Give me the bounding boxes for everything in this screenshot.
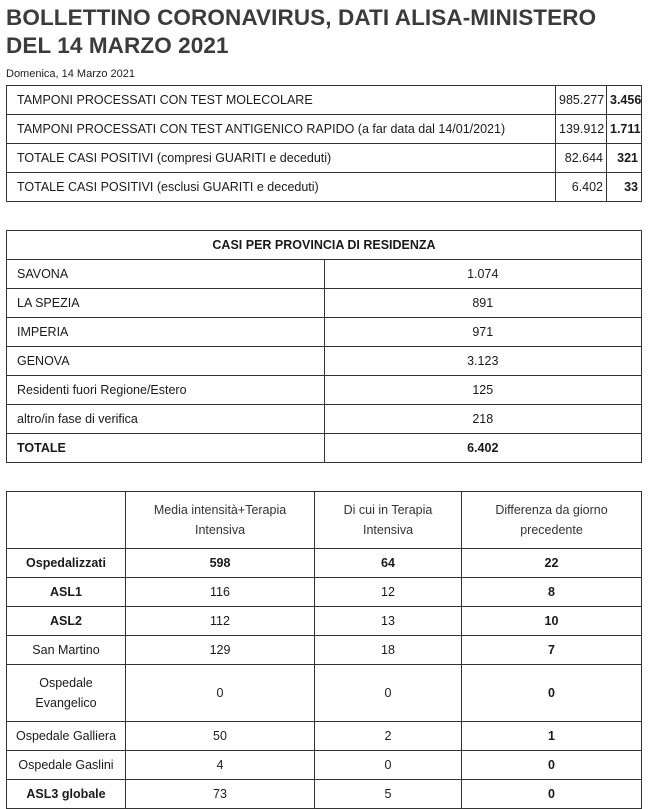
hospital-value-intensity: 73 [126, 780, 315, 809]
province-row [7, 289, 642, 318]
province-value: 218 [324, 405, 642, 434]
hospital-name: Ospedale Evangelico [7, 665, 126, 722]
province-total-label: TOTALE [7, 434, 325, 463]
summary-row [7, 86, 642, 115]
hospital-value-intensity: 116 [126, 578, 315, 607]
province-total-row [7, 434, 642, 463]
province-value: 3.123 [324, 347, 642, 376]
hospital-value-icu: 0 [315, 665, 462, 722]
hospital-value-intensity: 4 [126, 751, 315, 780]
province-row [7, 260, 642, 289]
hospital-value-diff: 8 [462, 578, 642, 607]
summary-table [6, 85, 642, 202]
hospital-name: Ospedale Gaslini [7, 751, 126, 780]
province-name: IMPERIA [7, 318, 325, 347]
summary-total: 139.912 [556, 115, 607, 144]
hospital-value-intensity: 129 [126, 636, 315, 665]
province-value: 971 [324, 318, 642, 347]
summary-delta: 1.711 [607, 115, 642, 144]
hospital-value-intensity: 112 [126, 607, 315, 636]
hospital-name: San Martino [7, 636, 126, 665]
hospital-header-intensity: Media intensità+Terapia Intensiva [126, 492, 315, 549]
hospital-table [6, 491, 642, 809]
summary-total: 985.277 [556, 86, 607, 115]
hospital-value-diff: 1 [462, 722, 642, 751]
province-name: Residenti fuori Regione/Estero [7, 376, 325, 405]
summary-total: 6.402 [556, 173, 607, 202]
hospital-row [7, 751, 642, 780]
hospital-value-diff: 0 [462, 780, 642, 809]
province-name: LA SPEZIA [7, 289, 325, 318]
hospital-value-icu: 2 [315, 722, 462, 751]
hospital-header-row [7, 492, 642, 549]
hospital-value-icu: 13 [315, 607, 462, 636]
hospital-row [7, 780, 642, 809]
province-value: 125 [324, 376, 642, 405]
hospital-value-diff: 10 [462, 607, 642, 636]
hospital-row [7, 636, 642, 665]
hospital-value-diff: 0 [462, 665, 642, 722]
bulletin-date: Domenica, 14 Marzo 2021 [6, 68, 136, 80]
summary-total: 82.644 [556, 144, 607, 173]
province-row [7, 405, 642, 434]
hospital-header-icu: Di cui in Terapia Intensiva [315, 492, 462, 549]
summary-delta: 33 [607, 173, 642, 202]
province-value: 891 [324, 289, 642, 318]
province-row [7, 376, 642, 405]
hospital-value-intensity: 50 [126, 722, 315, 751]
province-row [7, 318, 642, 347]
summary-row [7, 173, 642, 202]
province-table [6, 230, 642, 463]
hospital-name: ASL3 globale [7, 780, 126, 809]
hospital-value-diff: 0 [462, 751, 642, 780]
hospital-header-diff: Differenza da giorno precedente [462, 492, 642, 549]
hospital-value-icu: 64 [315, 549, 462, 578]
summary-delta: 3.456 [607, 86, 642, 115]
summary-label: TAMPONI PROCESSATI CON TEST ANTIGENICO RAPIDO (a far data dal 14/01/2021) [7, 115, 556, 144]
hospital-name: ASL1 [7, 578, 126, 607]
province-table-heading: CASI PER PROVINCIA DI RESIDENZA [7, 231, 642, 260]
hospital-value-diff: 22 [462, 549, 642, 578]
summary-label: TOTALE CASI POSITIVI (esclusi GUARITI e deceduti) [7, 173, 556, 202]
hospital-value-intensity: 0 [126, 665, 315, 722]
hospital-header-empty [7, 492, 126, 549]
province-name: altro/in fase di verifica [7, 405, 325, 434]
summary-label: TOTALE CASI POSITIVI (compresi GUARITI e deceduti) [7, 144, 556, 173]
province-value: 1.074 [324, 260, 642, 289]
province-row [7, 347, 642, 376]
hospital-row [7, 722, 642, 751]
hospital-name: ASL2 [7, 607, 126, 636]
hospital-row [7, 607, 642, 636]
summary-row [7, 144, 642, 173]
province-total-value: 6.402 [324, 434, 642, 463]
hospital-value-icu: 0 [315, 751, 462, 780]
hospital-name: Ospedale Galliera [7, 722, 126, 751]
summary-row [7, 115, 642, 144]
hospital-value-icu: 18 [315, 636, 462, 665]
summary-label: TAMPONI PROCESSATI CON TEST MOLECOLARE [7, 86, 556, 115]
hospital-row [7, 665, 642, 722]
summary-delta: 321 [607, 144, 642, 173]
hospital-value-icu: 12 [315, 578, 462, 607]
province-name: SAVONA [7, 260, 325, 289]
hospital-value-icu: 5 [315, 780, 462, 809]
page-title: BOLLETTINO CORONAVIRUS, DATI ALISA-MINISTERO DEL 14 MARZO 2021 [6, 5, 597, 58]
hospital-row [7, 549, 642, 578]
hospital-value-intensity: 598 [126, 549, 315, 578]
province-name: GENOVA [7, 347, 325, 376]
hospital-name: Ospedalizzati [7, 549, 126, 578]
hospital-row [7, 578, 642, 607]
hospital-value-diff: 7 [462, 636, 642, 665]
